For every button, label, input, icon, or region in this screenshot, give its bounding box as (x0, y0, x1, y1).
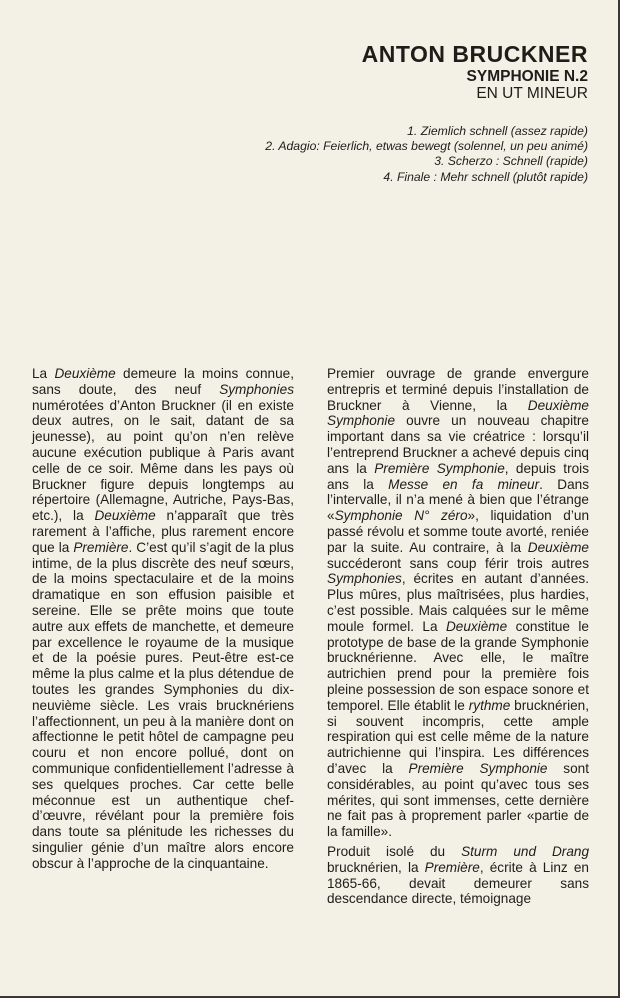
composer-name: ANTON BRUCKNER (361, 41, 588, 67)
italic-title: Deuxième (527, 539, 589, 555)
work-title: SYMPHONIE N.2 (466, 68, 588, 85)
body-paragraph: Premier ouvrage de grande envergure entrepris et terminé depuis l’installation de Bruckner à Vienne, la Deuxième Symphonie ouvre un nouveau chapitre important dans sa vie créatrice : lorsqu’il l’entreprend Bruckner a achevé depuis cinq ans la Première Symphonie, depuis trois ans la Messe en fa mineur. Dans l’intervalle, il n’a mené à bien que l’étrange «Symphonie N° zéro», liquidation d’un passé révolu et somme toute avorté, reniée par la suite. Au contraire, à la Deuxième succéderont sans coup férir trois autres Symphonies, écrites en autant d’années. Plus mûres, plus maîtrisées, plus hardies, c’est possible. Mais calquées sur le même moule formel. La Deuxième constitue le prototype de base de la grande Symphonie brucknérienne. Avec elle, le maître autrichien prend pour la première fois pleine possession de son espace sonore et temporel. Elle établit le rythme brucknérien, si souvent incompris, cette ample respiration qui est celle même de la nature autrichienne qui l’inspira. Les différences d’avec la Première Symphonie sont considérables, au point qu’avec tous ses mérites, qui sont immenses, cette dernière ne fait pas à proprement parler «partie de la famille». (327, 366, 590, 840)
italic-title: Première Symphonie (374, 460, 505, 476)
work-key: EN UT MINEUR (476, 85, 588, 102)
body-paragraph: Produit isolé du Sturm und Drang brucknérien, la Première, écrite à Linz en 1865-66, devait demeurer sans descendance directe, témoignage (327, 843, 590, 907)
movement-list (265, 124, 588, 185)
italic-title: Symphonies (327, 571, 402, 587)
italic-title: Deuxième (445, 618, 508, 634)
italic-title: Sturm und Drang (461, 843, 590, 859)
italic-title: Deuxième (54, 366, 116, 381)
italic-title: Messe en fa mineur (388, 476, 540, 492)
movement-item: 4. Finale : Mehr schnell (plutôt rapide) (383, 169, 588, 184)
italic-title: Deuxième Symphonie (327, 397, 589, 429)
italic-title: Symphonie N° zéro (334, 508, 468, 524)
italic-title: Première Symphonie (408, 760, 548, 776)
movement-item: 3. Scherzo : Schnell (rapide) (434, 154, 588, 169)
italic-title: Deuxième (94, 508, 156, 524)
right-column (327, 366, 589, 907)
movement-item: 1. Ziemlich schnell (assez rapide) (407, 124, 588, 138)
italic-title: Première (73, 539, 129, 555)
movement-item: 2. Adagio: Feierlich, etwas bewegt (solennel, un peu animé) (265, 139, 588, 154)
program-header (362, 40, 588, 102)
italic-title: Symphonies (219, 381, 294, 397)
italic-title: rythme (468, 697, 511, 713)
left-column (32, 366, 294, 872)
body-paragraph: La Deuxième demeure la moins connue, sans doute, des neuf Symphonies numérotées d’Anton Bruckner (il en existe deux autres, on le sait, datant de sa jeunesse), au point qu’on n’en relève aucune exécution publique à Paris avant celle de ce soir. Même dans les pays où Bruckner figure depuis longtemps au répertoire (Allemagne, Autriche, Pays-Bas, etc.), la Deuxième n’apparaît que très rarement à l’affiche, plus rarement encore que la Première. C’est qu’il s’agit de la plus intime, de la plus discrète des neuf sœurs, de la moins spectaculaire et de la moins dramatique en son effusion paisible et sereine. Elle se prête moins que toute autre aux effets de manchette, et demeure par excellence le royaume de la musique et de la poésie pures. Peut-être est-ce même la plus calme et la plus détendue de toutes les grandes Symphonies du dix-neuvième siècle. Les vrais brucknériens l’affectionnent, un peu à la manière dont on affectionne le petit hôtel de campagne peu couru et non encore pollué, dont on communique confidentiellement l’adresse à ses quelques proches. Car cette belle méconnue est un authentique chef-d’œuvre, révélant pour la première fois dans toute sa plénitude les richesses du singulier génie d’un maître alors encore obscur à l’approche de la cinquantaine. (32, 366, 294, 871)
italic-title: Première (424, 859, 480, 875)
